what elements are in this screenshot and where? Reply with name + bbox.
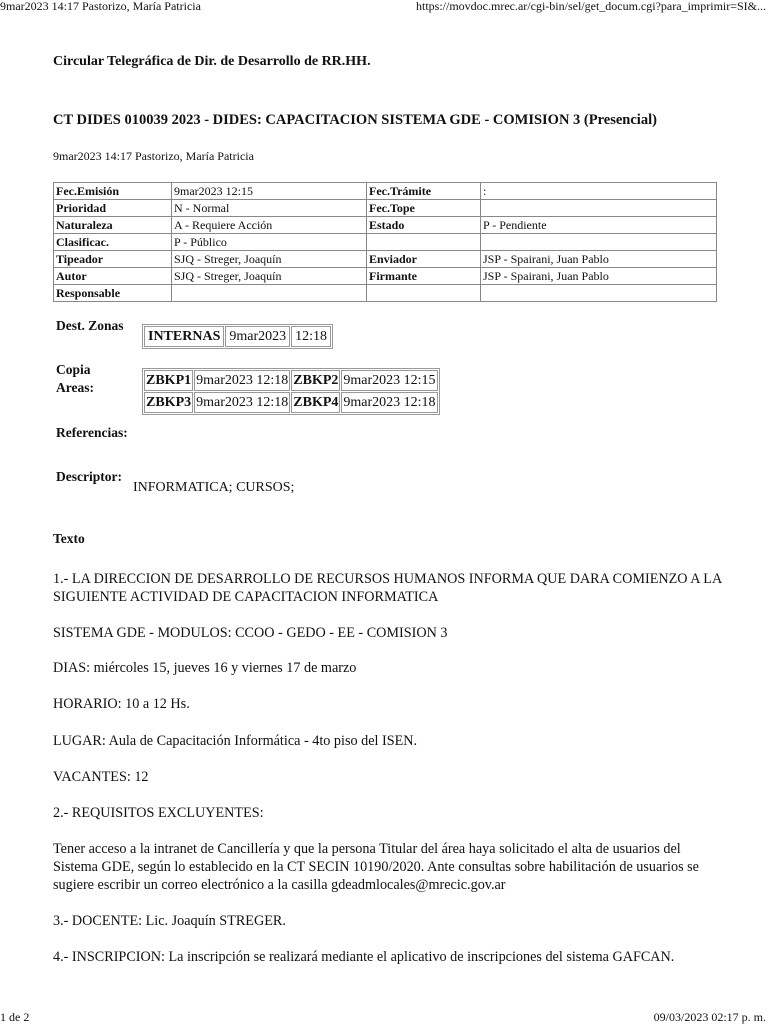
paragraph-inscripcion: 4.- INSCRIPCION: La inscripción se realizará mediante el aplicativo de inscripciones del sistema GAFCAN. (53, 949, 675, 965)
zona-code: INTERNAS (144, 326, 224, 347)
document-title: CT DIDES 010039 2023 - DIDES: CAPACITACION SISTEMA GDE - COMISION 3 (Presencial) (53, 112, 657, 128)
print-header-date: 9mar2023 14:17 Pastorizo, María Patricia (0, 0, 201, 13)
meta-field-value (481, 234, 717, 251)
dest-zonas-table (142, 324, 333, 349)
table-row (54, 268, 717, 285)
table-row (144, 370, 438, 391)
meta-field-value: : (481, 183, 717, 200)
meta-field-label: Prioridad (54, 200, 172, 217)
print-footer-date: 09/03/2023 02:17 p. m. (653, 1010, 766, 1024)
area-code: ZBKP3 (144, 392, 193, 413)
meta-field-label: Tipeador (54, 251, 172, 268)
paragraph-horario: HORARIO: 10 a 12 Hs. (53, 696, 190, 712)
table-row (54, 285, 717, 302)
meta-field-label: Fec.Tope (367, 200, 481, 217)
copia-areas-table (142, 368, 440, 415)
meta-field-label: Estado (367, 217, 481, 234)
table-row (54, 251, 717, 268)
print-footer-page: 1 de 2 (0, 1010, 30, 1024)
table-row (54, 234, 717, 251)
meta-field-label: Enviador (367, 251, 481, 268)
meta-field-label: Clasificac. (54, 234, 172, 251)
meta-field-value: JSP - Spairani, Juan Pablo (481, 251, 717, 268)
circular-title: Circular Telegráfica de Dir. de Desarrollo de RR.HH. (53, 54, 371, 69)
paragraph-intro: 1.- LA DIRECCION DE DESARROLLO DE RECURSOS HUMANOS INFORMA QUE DARA COMIENZO A LA SIGUIENTE ACTIVIDAD DE CAPACITACION INFORMATICA (53, 571, 722, 605)
area-code: ZBKP4 (291, 392, 340, 413)
paragraph-requisitos-heading: 2.- REQUISITOS EXCLUYENTES: (53, 805, 264, 821)
table-row (54, 217, 717, 234)
meta-field-label: Fec.Emisión (54, 183, 172, 200)
descriptor-label: Descriptor: (56, 469, 122, 484)
meta-field-value: JSP - Spairani, Juan Pablo (481, 268, 717, 285)
meta-field-value (481, 285, 717, 302)
meta-field-value: SJQ - Streger, Joaquín (172, 251, 367, 268)
zona-date: 9mar2023 (225, 326, 290, 347)
area-datetime: 9mar2023 12:18 (194, 370, 290, 391)
document-date-author: 9mar2023 14:17 Pastorizo, María Patricia (53, 149, 254, 163)
metadata-table (53, 182, 717, 302)
referencias-label: Referencias: (56, 425, 128, 440)
meta-field-value (481, 200, 717, 217)
meta-field-label (367, 234, 481, 251)
area-code: ZBKP1 (144, 370, 193, 391)
meta-field-value: A - Requiere Acción (172, 217, 367, 234)
paragraph-dias: DIAS: miércoles 15, jueves 16 y viernes 17 de marzo (53, 660, 357, 676)
print-header-url: https://movdoc.mrec.ar/cgi-bin/sel/get_docum.cgi?para_imprimir=SI&... (415, 0, 766, 13)
paragraph-requisitos: Tener acceso a la intranet de Cancillería y que la persona Titular del área haya solicitado el alta de usuarios del Sistema GDE, según lo establecido en la CT SECIN 10190/2020. Ante consultas sobre habilitación de usuarios se sugiere escribir un correo electrónico a la casilla gdeadmlocales@mrecic.gov.ar (53, 841, 699, 893)
table-row (144, 392, 438, 413)
meta-field-value: 9mar2023 12:15 (172, 183, 367, 200)
meta-field-label: Firmante (367, 268, 481, 285)
meta-field-label: Naturaleza (54, 217, 172, 234)
area-datetime: 9mar2023 12:18 (194, 392, 290, 413)
meta-field-label (367, 285, 481, 302)
texto-heading: Texto (53, 531, 85, 546)
descriptor-value: INFORMATICA; CURSOS; (133, 480, 295, 495)
meta-field-label: Responsable (54, 285, 172, 302)
area-datetime: 9mar2023 12:18 (341, 392, 437, 413)
paragraph-vacantes: VACANTES: 12 (53, 769, 149, 785)
paragraph-lugar: LUGAR: Aula de Capacitación Informática - 4to piso del ISEN. (53, 733, 418, 749)
copia-areas-label: Copia Areas: (56, 362, 94, 395)
area-code: ZBKP2 (291, 370, 340, 391)
meta-field-value: SJQ - Streger, Joaquín (172, 268, 367, 285)
dest-zonas-label: Dest. Zonas (56, 318, 124, 333)
zona-time: 12:18 (291, 326, 331, 347)
meta-field-value: P - Público (172, 234, 367, 251)
meta-field-value (172, 285, 367, 302)
meta-field-value: N - Normal (172, 200, 367, 217)
table-row (144, 326, 331, 347)
table-row (54, 183, 717, 200)
meta-field-label: Autor (54, 268, 172, 285)
area-datetime: 9mar2023 12:15 (341, 370, 437, 391)
table-row (54, 200, 717, 217)
paragraph-sistema: SISTEMA GDE - MODULOS: CCOO - GEDO - EE - COMISION 3 (53, 625, 448, 641)
paragraph-docente: 3.- DOCENTE: Lic. Joaquín STREGER. (53, 913, 286, 929)
meta-field-label: Fec.Trámite (367, 183, 481, 200)
meta-field-value: P - Pendiente (481, 217, 717, 234)
